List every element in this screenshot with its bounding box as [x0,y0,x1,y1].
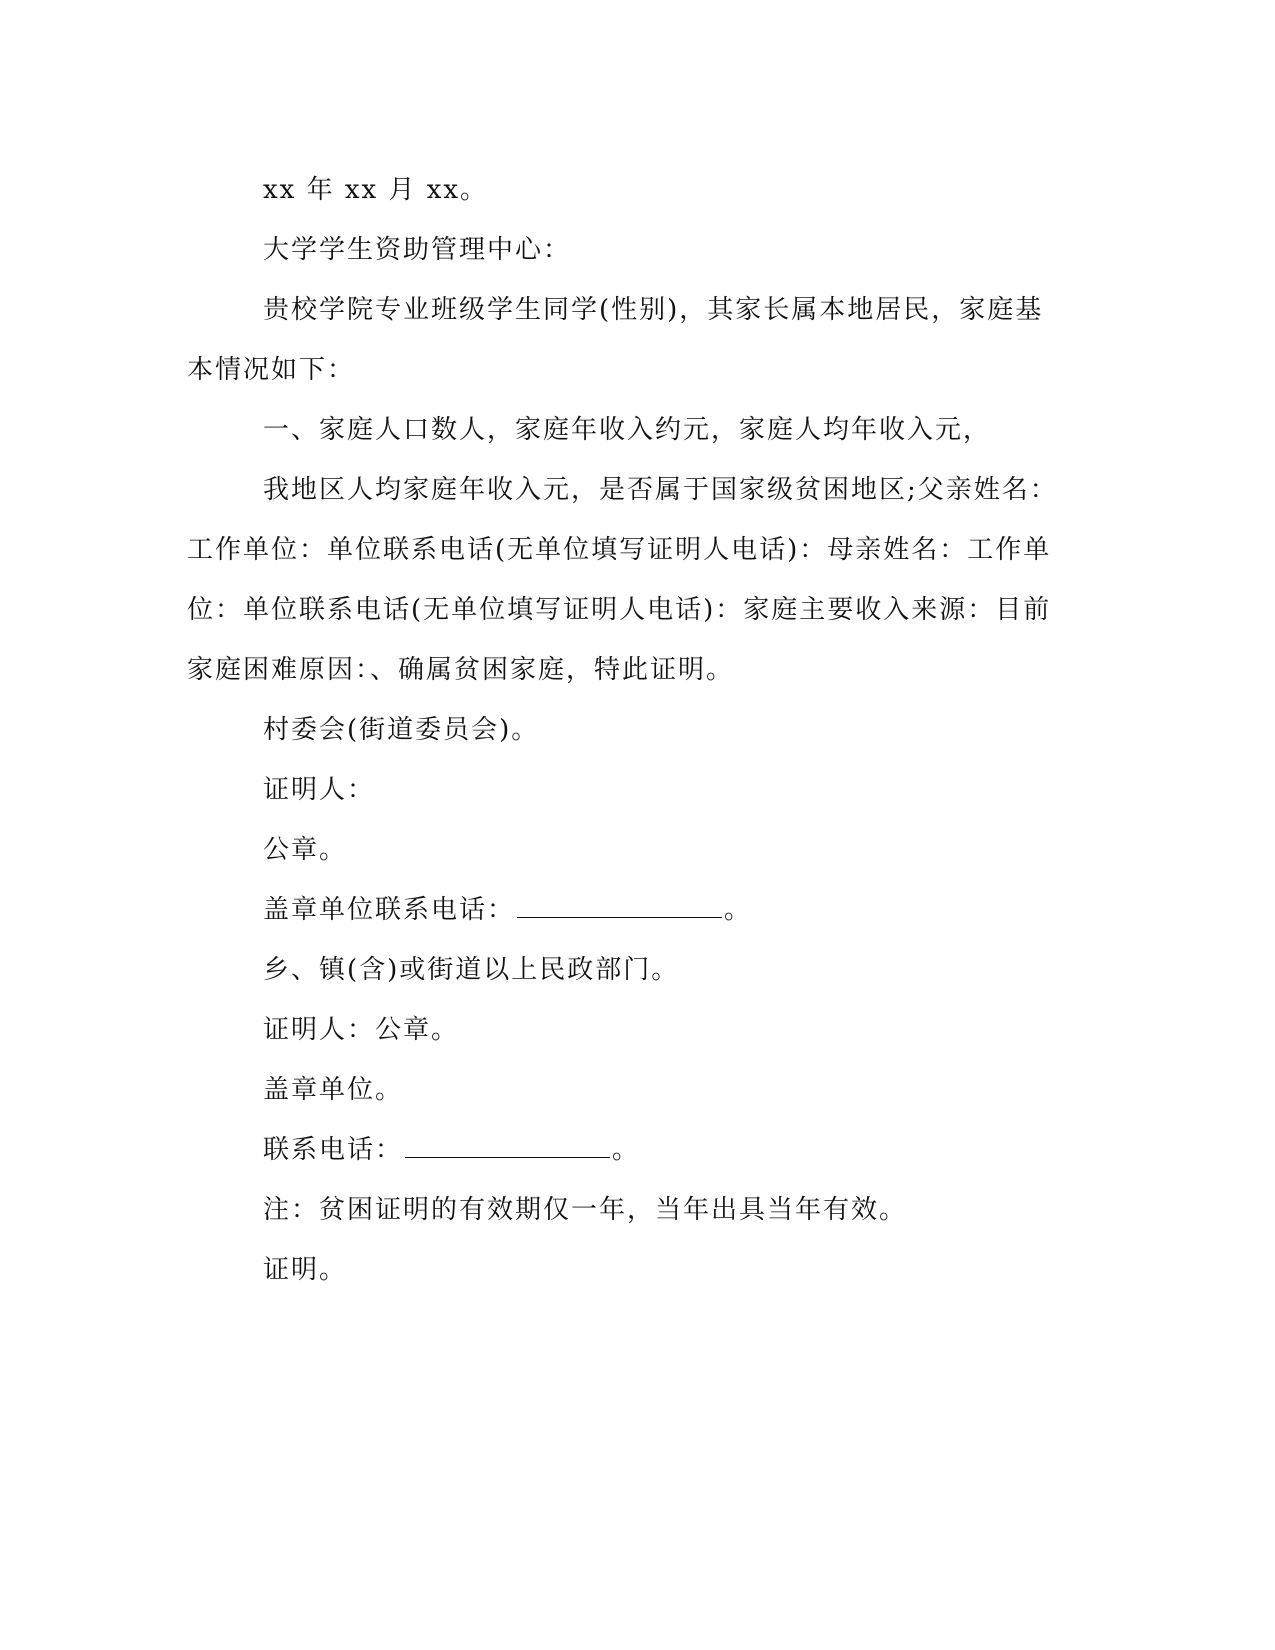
document-body [187,160,1067,1300]
seal-unit-line: 盖章单位。 [263,1075,404,1105]
item-one-paragraph: 一、家庭人口数人，家庭年收入约元，家庭人均年收入元， [263,415,992,445]
phone-end: 。 [612,1135,641,1165]
village-committee: 村委会(街道委员会)。 [263,715,540,745]
closing-line: 证明。 [263,1255,348,1285]
seal-phone-label: 盖章单位联系电话： [263,895,516,925]
intro-paragraph: 贵校学院专业班级学生同学(性别)，其家长属本地居民，家庭基本情况如下： [187,295,1044,385]
date-line: xx 年 xx 月 xx。 [263,175,489,205]
validity-note: 注：贫困证明的有效期仅一年，当年出具当年有效。 [263,1195,908,1225]
seal-line-1: 公章。 [263,835,348,865]
details-paragraph: 我地区人均家庭年收入元，是否属于国家级贫困地区;父亲姓名：工作单位：单位联系电话(无单位填写证明人电话)：母亲姓名：工作单位：单位联系电话(无单位填写证明人电话)：家庭主要收入来源：目前家庭困难原因：、确属贫困家庭，特此证明。 [187,475,1058,685]
phone-line [187,1120,1067,1180]
seal-phone-end: 。 [724,895,753,925]
witness-line-1: 证明人： [263,775,376,805]
addressee: 大学学生资助管理中心： [263,235,572,265]
phone-blank [405,1135,610,1158]
seal-phone-blank [517,895,722,918]
seal-phone-line [187,880,1067,940]
phone-label: 联系电话： [263,1135,404,1165]
witness-line-2: 证明人：公章。 [263,1015,460,1045]
civil-affairs-line: 乡、镇(含)或街道以上民政部门。 [263,955,680,985]
